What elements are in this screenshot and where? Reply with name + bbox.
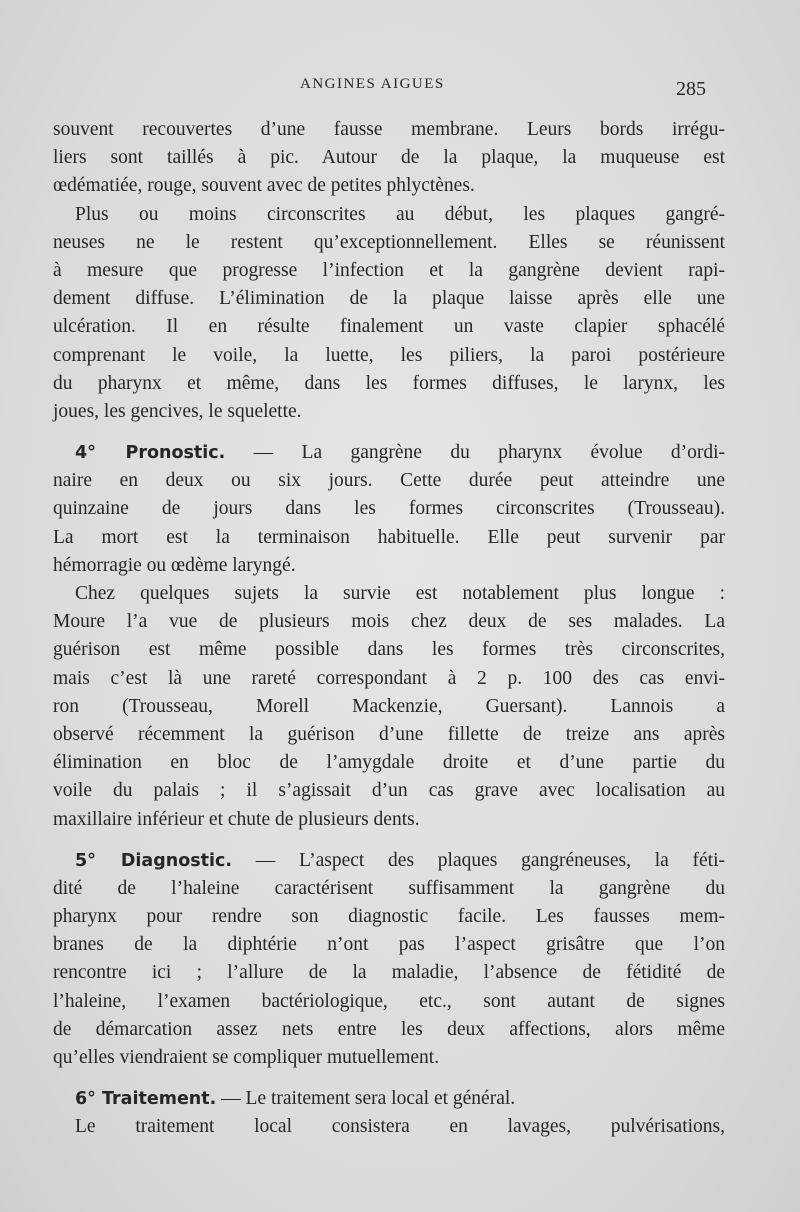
- text-line: Moure l’a vue de plusieurs mois chez deux de ses malades. La: [53, 611, 725, 633]
- text-line: à mesure que progresse l’infection et la gangrène devient rapi-: [53, 259, 725, 281]
- text-line: maxillaire inférieur et chute de plusieurs dents.: [53, 808, 420, 830]
- text-line: Le traitement local consistera en lavages, pulvérisations,: [75, 1116, 725, 1138]
- text-run: — Le traitement sera local et général.: [216, 1088, 516, 1110]
- section-heading: 4° Pronostic.: [75, 443, 226, 464]
- text-line: naire en deux ou six jours. Cette durée peut atteindre une: [53, 470, 725, 492]
- text-line: liers sont taillés à pic. Autour de la plaque, la muqueuse est: [53, 147, 725, 169]
- text-run: — La gangrène du pharynx évolue d’ordi-: [225, 442, 725, 464]
- text-line: dité de l’haleine caractérisent suffisamment la gangrène du: [53, 877, 725, 899]
- text-line: guérison est même possible dans les formes très circonscrites,: [53, 639, 725, 661]
- section-diagnostic: [53, 847, 725, 1073]
- text-line: de démarcation assez nets entre les deux affections, alors même: [53, 1018, 725, 1040]
- paragraph: [53, 1085, 725, 1141]
- text-line: ron (Trousseau, Morell Mackenzie, Guersant). Lannois a: [53, 695, 725, 717]
- text-line: ulcération. Il en résulte finalement un vaste clapier sphacélé: [53, 316, 725, 338]
- text-line: élimination en bloc de l’amygdale droite et d’une partie du: [53, 752, 725, 774]
- text-line: pharynx pour rendre son diagnostic facile. Les fausses mem-: [53, 906, 725, 928]
- running-title: ANGINES AIGUES: [300, 76, 445, 92]
- text-line: l’haleine, l’examen bactériologique, etc., sont autant de signes: [53, 990, 725, 1012]
- text-line: La mort est la terminaison habituelle. Elle peut survenir par: [53, 526, 725, 548]
- text-line: observé récemment la guérison d’une fillette de treize ans après: [53, 723, 725, 745]
- text-line: rencontre ici ; l’allure de la maladie, l’absence de fétidité de: [53, 962, 725, 984]
- text-line: du pharynx et même, dans les formes diffuses, le larynx, les: [53, 372, 725, 394]
- text-line: [53, 847, 725, 875]
- text-line: voile du palais ; il s’agissait d’un cas grave avec localisation au: [53, 780, 725, 802]
- text-line: branes de la diphtérie n’ont pas l’aspect grisâtre que l’on: [53, 934, 725, 956]
- text-line: [53, 1085, 725, 1113]
- section-heading: 5° Diagnostic.: [75, 850, 233, 871]
- text-line: Plus ou moins circonscrites au début, les plaques gangré-: [75, 203, 725, 225]
- text-run: — L’aspect des plaques gangréneuses, la féti-: [232, 849, 725, 871]
- paragraph: [53, 116, 725, 201]
- text-line: qu’elles viendraient se compliquer mutuellement.: [53, 1047, 440, 1068]
- page-header: [0, 76, 800, 100]
- text-line: neuses ne le restent qu’exceptionnellement. Elles se réunissent: [53, 231, 725, 253]
- paragraph: [53, 580, 725, 834]
- text-line: mais c’est là une rareté correspondant à 2 p. 100 des cas envi-: [53, 667, 725, 689]
- text-line: hémorragie ou œdème laryngé.: [53, 554, 296, 576]
- section-heading: 6° Traitement.: [75, 1089, 217, 1110]
- text-line: joues, les gencives, le squelette.: [53, 400, 302, 422]
- section-traitement: [53, 1085, 725, 1141]
- body-text: [53, 116, 725, 1142]
- text-line: [53, 439, 725, 467]
- text-line: dement diffuse. L’élimination de la plaque laisse après elle une: [53, 288, 725, 310]
- text-line: comprenant le voile, la luette, les piliers, la paroi postérieure: [53, 344, 725, 366]
- page-number: 285: [676, 78, 706, 100]
- paragraph: [53, 201, 725, 427]
- text-line: quinzaine de jours dans les formes circonscrites (Trousseau).: [53, 498, 725, 520]
- text-line: souvent recouvertes d’une fausse membrane. Leurs bords irrégu-: [53, 119, 725, 140]
- text-line: Chez quelques sujets la survie est notablement plus longue :: [75, 583, 725, 604]
- section-pronostic: [53, 439, 725, 834]
- paragraph: [53, 847, 725, 1073]
- paragraph: [53, 439, 725, 580]
- text-line: œdématiée, rouge, souvent avec de petites phlyctènes.: [53, 175, 475, 197]
